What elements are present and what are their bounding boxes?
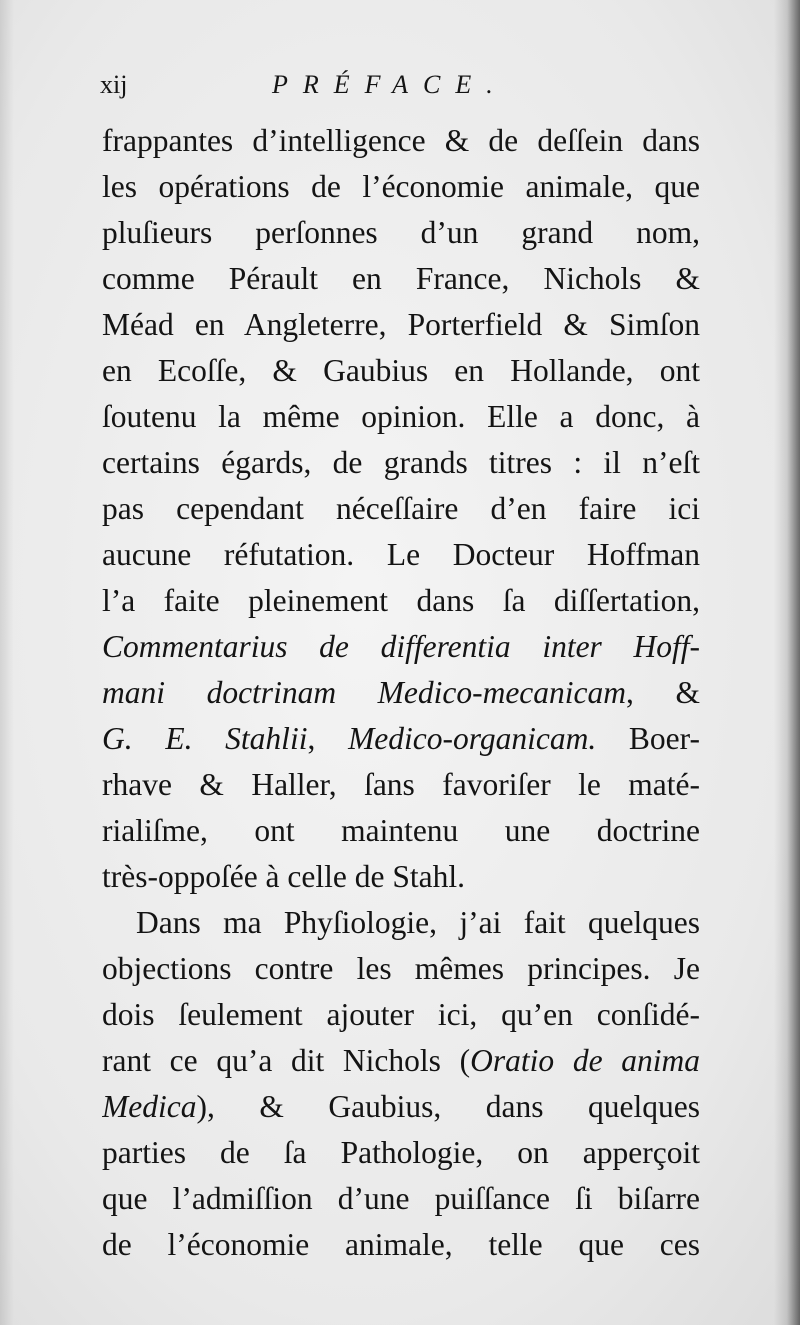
running-title: PRÉFACE. — [272, 70, 508, 99]
text-line: certains égards, de grands titres : il n’eſt — [102, 445, 700, 480]
italic-title-segment: Medico-organicam. — [348, 721, 597, 756]
roman-segment: rant ce qu’a dit Nichols ( — [102, 1043, 471, 1078]
text-line: pluſieurs perſonnes d’un grand nom, — [102, 215, 700, 250]
text-line-mixed — [102, 716, 700, 762]
text-line: que l’admiſſion d’une puiſſance ſi biſarre — [102, 1181, 700, 1216]
text-line: de l’économie animale, telle que ces — [102, 1227, 700, 1262]
body-text — [102, 118, 700, 1268]
text-line: rhave & Haller, ſans favoriſer le maté- — [102, 767, 700, 802]
italic-title-segment: mani doctrinam Medico-mecanicam — [102, 675, 627, 710]
page-number: xij — [100, 70, 128, 99]
italic-title-segment: Oratio de anima — [470, 1043, 700, 1078]
roman-segment: Boer- — [596, 721, 700, 756]
text-line: comme Pérault en France, Nichols & — [102, 261, 700, 296]
roman-segment: , — [307, 721, 349, 756]
text-line: l’a faite pleinement dans ſa diſſertation, — [102, 583, 700, 618]
page-edge-right — [774, 0, 800, 1325]
text-line: pas cependant néceſſaire d’en faire ici — [102, 491, 700, 526]
italic-title-segment: G. E. Stahlii — [102, 721, 308, 756]
paragraph-last-line: très-oppoſée à celle de Stahl. — [102, 859, 465, 894]
paragraph-first-line: Dans ma Phyſiologie, j’ai fait quelques — [136, 905, 700, 940]
text-line-mixed — [102, 1084, 700, 1130]
text-line: Méad en Angleterre, Porterfield & Simſon — [102, 307, 700, 342]
italic-title-segment: Commentarius de differentia inter Hoff- — [102, 629, 700, 664]
text-line: rialiſme, ont maintenu une doctrine — [102, 813, 700, 848]
text-line: objections contre les mêmes principes. Je — [102, 951, 700, 986]
roman-segment: , & — [626, 675, 700, 710]
text-line-italic — [102, 624, 700, 670]
text-line: dois ſeulement ajouter ici, qu’en conſidé- — [102, 997, 700, 1032]
text-line: ſoutenu la même opinion. Elle a donc, à — [102, 399, 700, 434]
text-line: parties de ſa Pathologie, on apperçoit — [102, 1135, 700, 1170]
page-edge-left — [0, 0, 14, 1325]
roman-segment: ), & Gaubius, dans quelques — [196, 1089, 700, 1124]
page-header — [100, 62, 700, 112]
text-line-mixed — [102, 1038, 700, 1084]
italic-title-segment: Medica — [102, 1089, 197, 1124]
text-line-mixed — [102, 670, 700, 716]
text-line: frappantes d’intelligence & de deſſein dans — [102, 123, 700, 158]
text-line: en Ecoſſe, & Gaubius en Hollande, ont — [102, 353, 700, 388]
text-line: aucune réfutation. Le Docteur Hoffman — [102, 537, 700, 572]
text-line: les opérations de l’économie animale, que — [102, 169, 700, 204]
